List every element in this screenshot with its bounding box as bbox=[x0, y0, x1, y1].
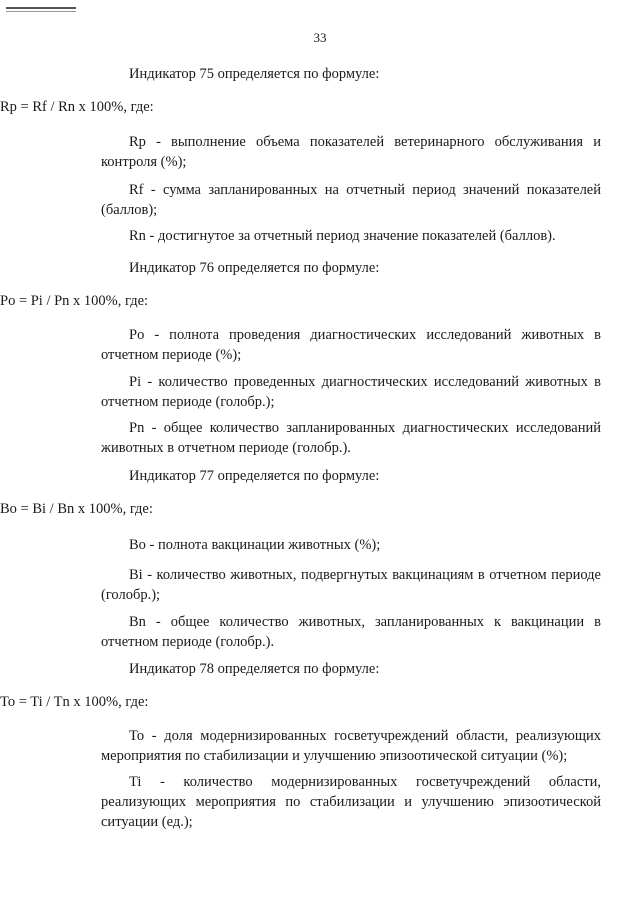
formula-rp: Rp = Rf / Rn x 100%, где: bbox=[0, 99, 154, 115]
indicator-78-intro: Индикатор 78 определяется по формуле: bbox=[129, 661, 380, 677]
definition-bn: Bn - общее количество животных, запланированных к вакцинации в отчетном периоде (голобр.). bbox=[101, 614, 601, 650]
definition-to: To - доля модернизированных госветучреждений области, реализующих мероприятия по стабилизации и улучшению эпизоотической ситуации (%); bbox=[101, 728, 601, 764]
definition-rp: Rp - выполнение объема показателей ветеринарного обслуживания и контроля (%); bbox=[101, 134, 601, 170]
scan-mark-secondary bbox=[6, 11, 76, 12]
definition-rn: Rn - достигнутое за отчетный период значение показателей (баллов). bbox=[129, 228, 556, 244]
definition-po: Po - полнота проведения диагностических исследований животных в отчетном периоде (%); bbox=[101, 327, 601, 363]
formula-po: Po = Pi / Pn x 100%, где: bbox=[0, 293, 149, 309]
formula-bo: Bo = Bi / Bn x 100%, где: bbox=[0, 501, 153, 517]
definition-rf: Rf - сумма запланированных на отчетный период значений показателей (баллов); bbox=[101, 182, 601, 218]
indicator-75-intro: Индикатор 75 определяется по формуле: bbox=[129, 66, 380, 82]
definition-ti: Ti - количество модернизированных госветучреждений области, реализующих мероприятия по стабилизации и улучшению эпизоотической ситуации (ед.); bbox=[101, 774, 601, 830]
page-number: 33 bbox=[313, 30, 327, 45]
formula-to: To = Ti / Tn x 100%, где: bbox=[0, 694, 149, 710]
definition-pn: Pn - общее количество запланированных диагностических исследований животных в отчетном периоде (голобр.). bbox=[101, 420, 601, 456]
scan-mark bbox=[6, 7, 76, 9]
definition-pi: Pi - количество проведенных диагностических исследований животных в отчетном периоде (голобр.); bbox=[101, 374, 601, 410]
definition-bo: Bo - полнота вакцинации животных (%); bbox=[129, 537, 381, 553]
definition-bi: Bi - количество животных, подвергнутых вакцинациям в отчетном периоде (голобр.); bbox=[101, 567, 601, 603]
indicator-77-intro: Индикатор 77 определяется по формуле: bbox=[129, 468, 380, 484]
indicator-76-intro: Индикатор 76 определяется по формуле: bbox=[129, 260, 380, 276]
